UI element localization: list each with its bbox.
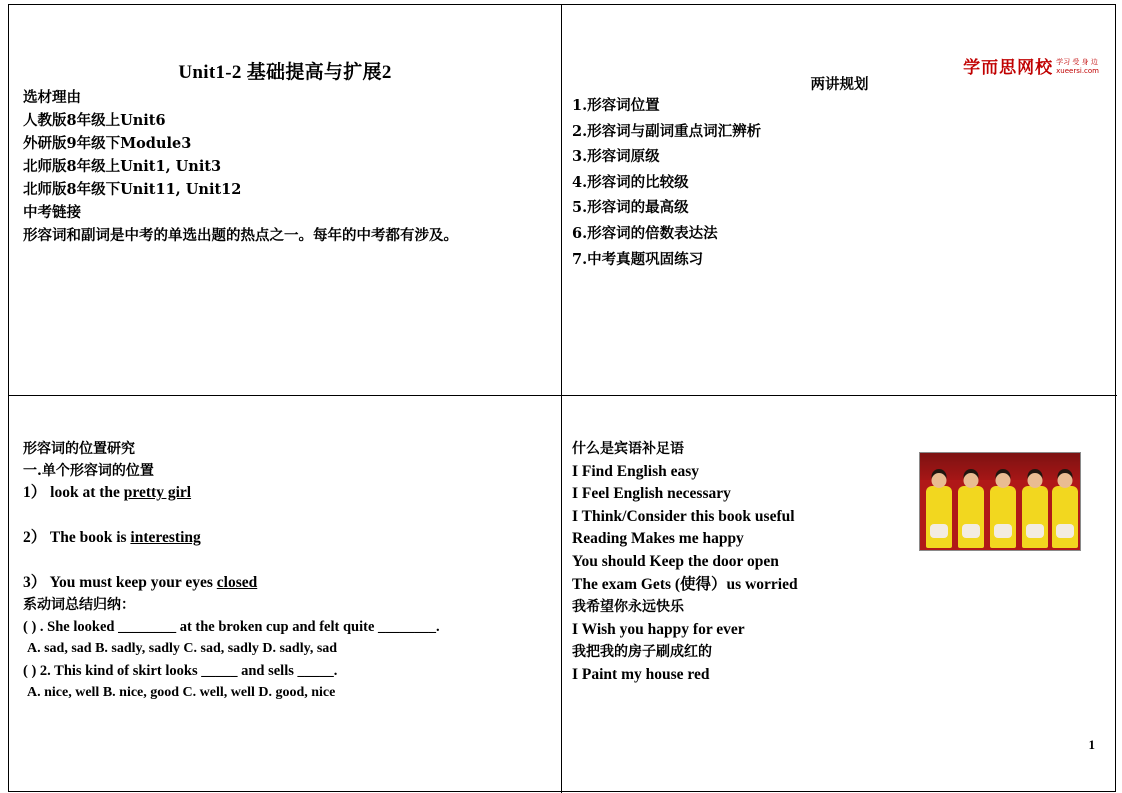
slide-3-subheading: 一.单个形容词的位置: [23, 463, 154, 479]
slide-2: [562, 5, 1117, 396]
list-item: 4.形容词的比较级: [572, 173, 689, 191]
slide-1-body: [23, 86, 543, 247]
sentence-line: Reading Makes me happy: [572, 530, 744, 548]
sentence-line: I Feel English necessary: [572, 485, 731, 503]
sentence-line: You should Keep the door open: [572, 552, 779, 570]
photo-person: [926, 486, 952, 548]
slide-1-title: Unit1-2 基础提高与扩展2: [178, 62, 392, 83]
classroom-group-photo: [919, 452, 1081, 551]
slide-3-body: [23, 438, 553, 704]
question-1-options: A. sad, sad B. sadly, sadly C. sad, sadly D. sadly, sad: [27, 641, 338, 656]
slide-3: [9, 396, 562, 793]
photo-person: [1022, 486, 1048, 548]
question-2: ( ) 2. This kind of skirt looks _____ and sells _____.: [23, 663, 338, 679]
example-1-label: 1）: [23, 484, 47, 501]
slide-1-line: 外研版9年级下Module3: [23, 135, 192, 152]
slide-4-body: [572, 438, 902, 687]
page-number: 1: [1088, 737, 1095, 752]
list-item: 5.形容词的最高级: [572, 199, 689, 217]
logo-brand-text: 学而思网校: [963, 58, 1054, 78]
slide-2-list: [572, 93, 1092, 272]
slide-grid: [8, 4, 1116, 792]
sentence-line-cn: 我希望你永远快乐: [572, 599, 684, 616]
slide-4: [562, 396, 1117, 793]
photo-person: [1052, 486, 1078, 548]
example-1-underline: pretty girl: [123, 484, 192, 501]
sentence-line-cn: 我把我的房子刷成红的: [572, 644, 712, 661]
example-1: [23, 482, 553, 504]
example-2-underline: interesting: [130, 529, 201, 546]
slide-4-heading: 什么是宾语补足语: [572, 441, 684, 457]
list-item: 6.形容词的倍数表达法: [572, 224, 718, 242]
logo-sub-line1: 学习 受 身 边: [1056, 58, 1098, 66]
example-3-underline: closed: [216, 574, 258, 591]
photo-person: [990, 486, 1016, 548]
slide-1-line: 选材理由: [23, 89, 81, 106]
example-2: [23, 527, 553, 549]
list-item: 7.中考真题巩固练习: [572, 250, 704, 268]
slide-2-heading: 两讲规划: [810, 76, 869, 93]
example-3-text: You must keep your eyes: [49, 574, 217, 591]
summary-label: 系动词总结归纳：: [23, 597, 135, 613]
example-3: [23, 572, 553, 594]
list-item: 1.形容词位置: [572, 97, 660, 114]
logo-sub-line2: xueersi.com: [1056, 67, 1099, 75]
question-2-options: A. nice, well B. nice, good C. well, well D. good, nice: [27, 685, 336, 700]
sentence-line: The exam Gets (使得）us worried: [572, 575, 798, 593]
slide-1-line: 中考链接: [23, 204, 81, 221]
photo-person: [958, 486, 984, 548]
slide-1-line: 形容词和副词是中考的单选出题的热点之一。每年的中考都有涉及。: [23, 227, 458, 244]
list-item: 2.形容词与副词重点词汇辨析: [572, 122, 762, 140]
list-item: 3.形容词原级: [572, 148, 660, 166]
question-1: ( ) . She looked ________ at the broken cup and felt quite ________.: [23, 619, 440, 635]
slide-1: [9, 5, 562, 396]
slide-1-line: 北师版8年级上Unit1, Unit3: [23, 158, 222, 175]
example-3-label: 3）: [23, 574, 47, 591]
example-1-text: look at the: [50, 484, 124, 501]
sentence-line: I Wish you happy for ever: [572, 620, 745, 638]
sentence-line: I Think/Consider this book useful: [572, 507, 795, 525]
sentence-line: I Find English easy: [572, 462, 700, 480]
example-2-text: The book is: [49, 529, 131, 546]
sentence-line: I Paint my house red: [572, 665, 710, 683]
example-2-label: 2）: [23, 529, 47, 546]
slide-3-heading: 形容词的位置研究: [23, 441, 135, 457]
slide-1-line: 北师版8年级下Unit11, Unit12: [23, 181, 242, 198]
slide-1-line: 人教版8年级上Unit6: [23, 112, 166, 129]
